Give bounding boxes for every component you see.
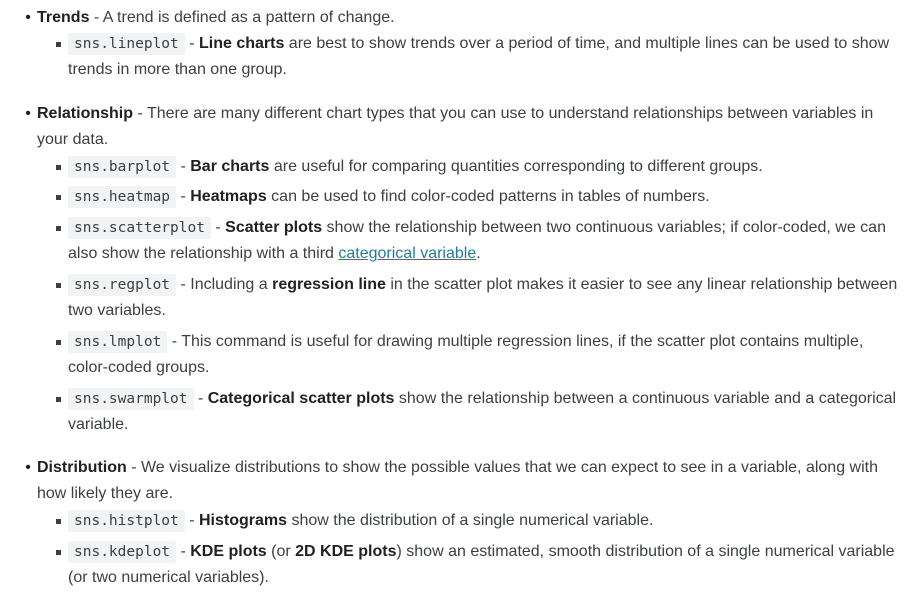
separator-text: -	[193, 390, 208, 407]
item-text-continued: two variables.	[68, 302, 166, 319]
disc-bullet-icon: •	[25, 9, 31, 26]
section-description-continued: how likely they are.	[37, 485, 174, 502]
item-text-continued: color-coded groups.	[68, 359, 210, 376]
code-snippet: sns.barplot	[68, 156, 176, 178]
square-bullet-icon	[56, 165, 61, 170]
item-text: ) show an estimated, smooth distribution of a single numerical variable	[396, 543, 895, 560]
square-bullet-icon	[56, 340, 61, 345]
section-description: - We visualize distributions to show the possible values that we can expect to see in a variable, along with	[126, 459, 878, 476]
term-bold: Scatter plots	[225, 219, 323, 236]
item-text: show the distribution of a single numerical variable.	[287, 512, 654, 529]
disc-bullet-icon: •	[25, 105, 31, 122]
separator-text: -	[184, 512, 199, 529]
term-bold: Heatmaps	[190, 188, 267, 205]
separator-text: -	[176, 188, 191, 205]
square-bullet-icon	[56, 42, 61, 47]
section-description: - A trend is defined as a pattern of change.	[89, 9, 395, 26]
sublist-item-barplot	[0, 154, 914, 180]
code-snippet: sns.histplot	[68, 510, 185, 532]
item-text: - This command is useful for drawing multiple regression lines, if the scatter plot contains multiple,	[167, 333, 864, 350]
list-item-relationship	[0, 101, 914, 153]
sublist-item-swarmplot	[0, 386, 914, 438]
separator-text: -	[176, 158, 191, 175]
code-snippet: sns.scatterplot	[68, 217, 211, 239]
section-description: - There are many different chart types that you can use to understand relationships between variables in	[133, 105, 874, 122]
term-bold: Bar charts	[190, 158, 270, 175]
section-title: Trends	[37, 9, 90, 26]
square-bullet-icon	[56, 519, 61, 524]
list-item-distribution	[0, 455, 914, 507]
sublist-item-kdeplot	[0, 539, 914, 591]
sublist-item-scatterplot	[0, 215, 914, 267]
code-snippet: sns.swarmplot	[68, 388, 194, 410]
term-bold: Histograms	[198, 512, 288, 529]
section-title: Distribution	[37, 459, 127, 476]
item-text-continued: variable.	[68, 416, 129, 433]
square-bullet-icon	[56, 226, 61, 231]
item-text: show the relationship between a continuous variable and a categorical	[394, 390, 897, 407]
section-description-continued: your data.	[37, 131, 109, 148]
sublist-item-regplot	[0, 272, 914, 324]
item-text: are best to show trends over a period of time, and multiple lines can be used to show	[284, 35, 890, 52]
item-text-continued: also show the relationship with a third	[68, 245, 339, 262]
code-snippet: sns.heatmap	[68, 186, 176, 208]
item-text-continued: (or two numerical variables).	[68, 569, 269, 586]
separator-text: -	[176, 543, 191, 560]
item-text: show the relationship between two continuous variables; if color-coded, we can	[322, 219, 886, 236]
list-item-trends	[0, 5, 914, 31]
categorical-variable-link[interactable]: categorical variable	[338, 245, 477, 262]
separator-text: -	[210, 219, 226, 236]
code-snippet: sns.kdeplot	[68, 541, 176, 563]
square-bullet-icon	[56, 195, 61, 200]
item-text-continued: trends in more than one group.	[68, 61, 287, 78]
term-bold: Categorical scatter plots	[207, 390, 395, 407]
disc-bullet-icon: •	[25, 459, 31, 476]
sublist-item-histplot	[0, 508, 914, 534]
item-text-pre: - Including a	[176, 276, 273, 293]
code-snippet: sns.regplot	[68, 274, 176, 296]
square-bullet-icon	[56, 283, 61, 288]
item-text-mid: (or	[266, 543, 296, 560]
code-snippet: sns.lineplot	[68, 33, 185, 55]
sublist-item-heatmap	[0, 184, 914, 210]
square-bullet-icon	[56, 550, 61, 555]
separator-text: -	[184, 35, 199, 52]
item-text: can be used to find color-coded patterns in tables of numbers.	[266, 188, 710, 205]
item-text: are useful for comparing quantities corresponding to different groups.	[269, 158, 763, 175]
code-snippet: sns.lmplot	[68, 331, 167, 353]
term-bold: KDE plots	[190, 543, 267, 560]
item-text: in the scatter plot makes it easier to see any linear relationship between	[385, 276, 898, 293]
sublist-item-lmplot	[0, 329, 914, 381]
term-bold: Line charts	[198, 35, 285, 52]
section-title: Relationship	[37, 105, 134, 122]
term-bold: regression line	[272, 276, 386, 293]
square-bullet-icon	[56, 397, 61, 402]
sublist-item-lineplot	[0, 31, 914, 83]
item-text-end: .	[476, 245, 481, 262]
term-bold-2: 2D KDE plots	[295, 543, 397, 560]
